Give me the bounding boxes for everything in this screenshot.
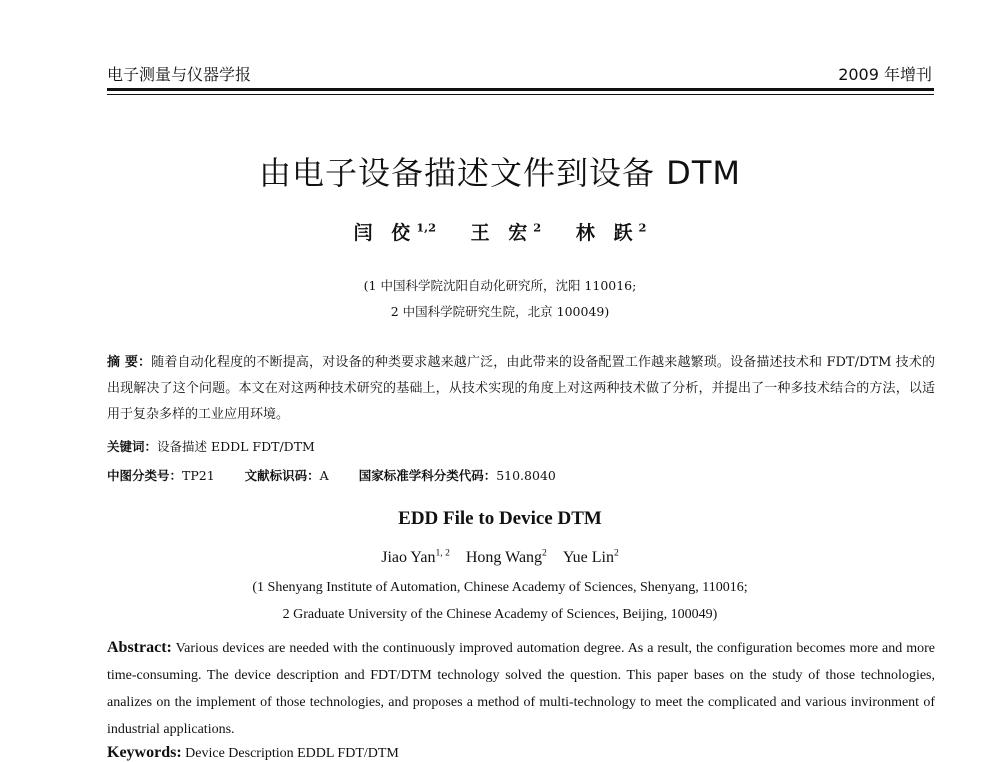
author-affil-mark: 2 (638, 220, 647, 235)
author-cn (354, 222, 436, 244)
abstract-cn (107, 350, 935, 428)
paper-title-en: EDD File to Device DTM (398, 508, 602, 529)
keywords-cn-label: 关键词： (107, 439, 158, 454)
author-name: 林 跃 (575, 222, 639, 244)
author-en (381, 549, 450, 566)
affiliation-en-2: 2 Graduate University of the Chinese Academy of Sciences, Beijing, 100049) (282, 607, 718, 622)
paper-title-cn: 由电子设备描述文件到设备 DTM (259, 154, 741, 192)
issue-label: 2009 年增刊 (838, 65, 932, 84)
author-name: Jiao Yan (381, 549, 436, 566)
author-cn (471, 222, 542, 244)
author-cn (576, 222, 647, 244)
keywords-en-label: Keywords: (107, 744, 182, 761)
author-list-cn (0, 218, 1000, 245)
affiliation-cn-2: 2 中国科学院研究生院，北京 100049) (390, 304, 610, 319)
abstract-cn-label: 摘 要： (107, 355, 152, 370)
abstract-en-text: Various devices are needed with the continuously improved automation degree. As a result, the configuration becomes more and more time-consuming. The device description and FDT/DTM technology solved the question. This paper bases on the study of those technologies, analizes on the implement of those technologies, and proposes a method of multi-technology to meet the complicated and various invironment of industrial applications. (107, 641, 936, 737)
author-en (466, 549, 547, 566)
author-list-en (0, 549, 1000, 567)
clc-value: TP21 (182, 468, 215, 483)
header-rule-thin (107, 94, 934, 95)
std-code-label: 国家标准学科分类代码： (358, 468, 497, 483)
affiliation-en-1: (1 Shenyang Institute of Automation, Chinese Academy of Sciences, Shenyang, 110016; (252, 580, 748, 595)
abstract-cn-text: 随着自动化程度的不断提高，对设备的种类要求越来越广泛，由此带来的设备配置工作越来越繁琐。设备描述技术和 FDT/DTM 技术的出现解决了这个问题。本文在对这两种技术研究的基础上，从技术实现的角度上对这两种技术做了分析，并提出了一种多技术结合的方法，以适用于复杂多样的工业应用环境。 (107, 355, 935, 422)
author-affil-mark: 2 (542, 547, 547, 559)
abstract-en-label: Abstract: (107, 639, 172, 656)
keywords-en (107, 744, 399, 762)
author-affil-mark: 1,2 (416, 220, 437, 235)
std-code-value: 510.8040 (496, 468, 556, 483)
journal-name: 电子测量与仪器学报 (107, 65, 252, 84)
author-name: Yue Lin (562, 549, 614, 566)
doc-code-value: A (319, 468, 329, 483)
author-name: 王 宏 (470, 222, 534, 244)
keywords-cn (107, 437, 315, 455)
author-name: Hong Wang (465, 549, 543, 566)
clc-label: 中图分类号： (107, 468, 183, 483)
author-affil-mark: 2 (613, 547, 619, 559)
author-affil-mark: 1, 2 (435, 547, 450, 559)
keywords-cn-text: 设备描述 EDDL FDT/DTM (157, 439, 315, 454)
author-affil-mark: 2 (533, 220, 542, 235)
author-name: 闫 佼 (353, 222, 417, 244)
author-en (563, 549, 619, 566)
abstract-en (107, 634, 935, 743)
keywords-en-text: Device Description EDDL FDT/DTM (185, 746, 399, 761)
doc-code-label: 文献标识码： (244, 468, 320, 483)
classification-line (107, 466, 556, 484)
header-rule-thick (107, 88, 934, 91)
affiliation-cn-1: (1 中国科学院沈阳自动化研究所，沈阳 110016; (363, 278, 637, 293)
